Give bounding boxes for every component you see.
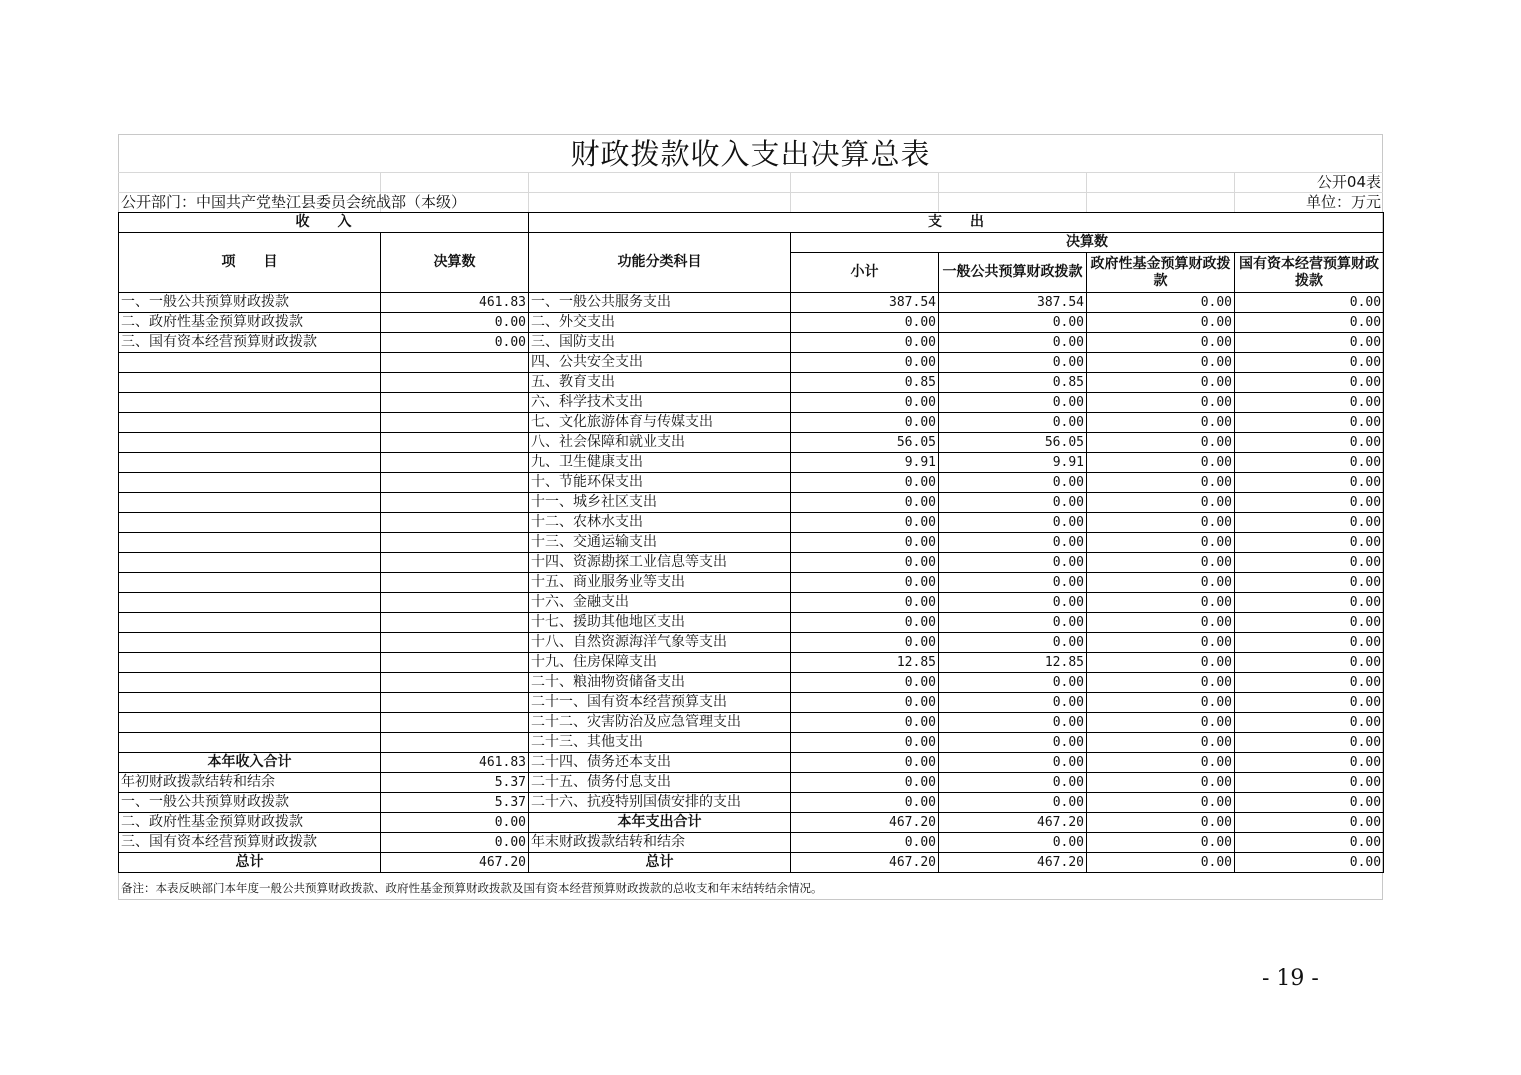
general-cell: 0.00 (939, 353, 1087, 373)
page-title: 财政拨款收入支出决算总表 (570, 137, 931, 171)
subtotal-cell: 0.00 (791, 713, 939, 733)
func-item-cell: 十八、自然资源海洋气象等支出 (529, 633, 791, 653)
state-capital-cell: 0.00 (1235, 753, 1384, 773)
final-header: 决算数 (791, 233, 1384, 253)
subtotal-cell: 387.54 (791, 293, 939, 313)
income-amount-cell: 0.00 (381, 333, 529, 353)
subtotal-cell: 0.00 (791, 833, 939, 853)
table-row (119, 713, 1384, 733)
income-item-cell (119, 533, 381, 553)
gov-fund-cell: 0.00 (1087, 293, 1235, 313)
state-capital-cell: 0.00 (1235, 733, 1384, 753)
general-cell: 0.00 (939, 413, 1087, 433)
general-cell: 0.00 (939, 773, 1087, 793)
general-cell: 0.00 (939, 573, 1087, 593)
table-row (119, 513, 1384, 533)
income-amount-cell: 461.83 (381, 753, 529, 773)
form-code: 公开04表 (1316, 173, 1381, 191)
item-header: 项 目 (119, 233, 381, 293)
amount-header: 决算数 (381, 233, 529, 293)
general-cell: 467.20 (939, 853, 1087, 873)
income-amount-cell (381, 373, 529, 393)
state-capital-cell: 0.00 (1235, 633, 1384, 653)
subtotal-cell: 0.00 (791, 793, 939, 813)
table-row (119, 833, 1384, 853)
state-capital-cell: 0.00 (1235, 533, 1384, 553)
general-cell: 0.85 (939, 373, 1087, 393)
general-cell: 0.00 (939, 313, 1087, 333)
income-item-cell: 一、一般公共预算财政拨款 (119, 793, 381, 813)
state-capital-cell: 0.00 (1235, 493, 1384, 513)
income-amount-cell (381, 533, 529, 553)
gov-fund-cell: 0.00 (1087, 773, 1235, 793)
func-item-cell: 本年支出合计 (529, 813, 791, 833)
income-item-cell: 本年收入合计 (119, 753, 381, 773)
table-row (119, 813, 1384, 833)
subtotal-cell: 0.00 (791, 413, 939, 433)
gov-fund-cell: 0.00 (1087, 393, 1235, 413)
income-amount-cell: 5.37 (381, 793, 529, 813)
subtotal-cell: 0.00 (791, 533, 939, 553)
state-capital-cell: 0.00 (1235, 433, 1384, 453)
income-item-cell (119, 373, 381, 393)
income-item-cell (119, 733, 381, 753)
table-row (119, 733, 1384, 753)
income-amount-cell (381, 493, 529, 513)
general-cell: 0.00 (939, 793, 1087, 813)
general-cell: 0.00 (939, 633, 1087, 653)
gov-fund-cell: 0.00 (1087, 573, 1235, 593)
grid-line (1086, 172, 1087, 212)
income-item-cell (119, 593, 381, 613)
func-item-cell: 一、一般公共服务支出 (529, 293, 791, 313)
state-capital-cell: 0.00 (1235, 413, 1384, 433)
subtotal-cell: 0.00 (791, 593, 939, 613)
subtotal-cell: 0.00 (791, 493, 939, 513)
table-row (119, 773, 1384, 793)
income-item-cell (119, 393, 381, 413)
state-capital-cell: 0.00 (1235, 373, 1384, 393)
subtotal-cell: 0.00 (791, 553, 939, 573)
grid-line (790, 172, 791, 212)
income-amount-cell: 0.00 (381, 833, 529, 853)
func-item-cell: 二十五、债务付息支出 (529, 773, 791, 793)
general-cell: 0.00 (939, 593, 1087, 613)
gov-fund-cell: 0.00 (1087, 553, 1235, 573)
income-header: 收 入 (119, 213, 529, 233)
general-cell: 56.05 (939, 433, 1087, 453)
gov-fund-cell: 0.00 (1087, 433, 1235, 453)
budget-table (118, 212, 1384, 873)
grid-line (1234, 172, 1235, 212)
income-item-cell: 三、国有资本经营预算财政拨款 (119, 333, 381, 353)
state-capital-cell: 0.00 (1235, 553, 1384, 573)
gov-fund-cell: 0.00 (1087, 353, 1235, 373)
state-capital-cell: 0.00 (1235, 833, 1384, 853)
state-capital-cell: 0.00 (1235, 653, 1384, 673)
state-capital-cell: 0.00 (1235, 333, 1384, 353)
income-amount-cell (381, 553, 529, 573)
gov-fund-cell: 0.00 (1087, 733, 1235, 753)
table-row (119, 353, 1384, 373)
income-item-cell: 二、政府性基金预算财政拨款 (119, 313, 381, 333)
income-amount-cell (381, 453, 529, 473)
department-label: 公开部门：中国共产党垫江县委员会统战部（本级） (121, 193, 467, 211)
gov-fund-cell: 0.00 (1087, 333, 1235, 353)
income-item-cell (119, 513, 381, 533)
state-capital-cell: 0.00 (1235, 453, 1384, 473)
func-item-cell: 三、国防支出 (529, 333, 791, 353)
gov-fund-cell: 0.00 (1087, 833, 1235, 853)
func-item-cell: 十一、城乡社区支出 (529, 493, 791, 513)
income-item-cell (119, 553, 381, 573)
note: 备注：本表反映部门本年度一般公共预算财政拨款、政府性基金预算财政拨款及国有资本经营预算财政拨款的总收支和年末结转结余情况。 (121, 881, 823, 895)
subtotal-cell: 0.00 (791, 573, 939, 593)
table-row (119, 533, 1384, 553)
func-item-cell: 二十、粮油物资储备支出 (529, 673, 791, 693)
table-row (119, 333, 1384, 353)
income-amount-cell (381, 353, 529, 373)
subtotal-cell: 0.00 (791, 333, 939, 353)
table-row (119, 593, 1384, 613)
func-item-cell: 二、外交支出 (529, 313, 791, 333)
income-item-cell (119, 353, 381, 373)
general-cell: 12.85 (939, 653, 1087, 673)
func-item-cell: 十、节能环保支出 (529, 473, 791, 493)
general-cell: 0.00 (939, 393, 1087, 413)
expense-header: 支 出 (529, 213, 1384, 233)
income-amount-cell (381, 413, 529, 433)
income-item-cell (119, 493, 381, 513)
table-row (119, 413, 1384, 433)
gov-fund-cell: 0.00 (1087, 633, 1235, 653)
state-capital-header: 国有资本经营预算财政拨款 (1235, 253, 1384, 293)
gov-fund-cell: 0.00 (1087, 853, 1235, 873)
func-item-cell: 二十四、债务还本支出 (529, 753, 791, 773)
table-row (119, 753, 1384, 773)
general-cell: 0.00 (939, 613, 1087, 633)
func-item-cell: 十九、住房保障支出 (529, 653, 791, 673)
func-header: 功能分类科目 (529, 233, 791, 293)
subtotal-cell: 0.00 (791, 773, 939, 793)
income-item-cell: 二、政府性基金预算财政拨款 (119, 813, 381, 833)
table-row (119, 393, 1384, 413)
income-item-cell (119, 473, 381, 493)
state-capital-cell: 0.00 (1235, 313, 1384, 333)
gov-fund-cell: 0.00 (1087, 793, 1235, 813)
gov-fund-cell: 0.00 (1087, 693, 1235, 713)
subtotal-cell: 56.05 (791, 433, 939, 453)
subtotal-cell: 0.00 (791, 693, 939, 713)
gov-fund-cell: 0.00 (1087, 413, 1235, 433)
general-cell: 0.00 (939, 753, 1087, 773)
state-capital-cell: 0.00 (1235, 473, 1384, 493)
table-row (119, 293, 1384, 313)
income-amount-cell (381, 673, 529, 693)
gov-fund-cell: 0.00 (1087, 593, 1235, 613)
general-cell: 0.00 (939, 733, 1087, 753)
income-amount-cell (381, 713, 529, 733)
subtotal-cell: 0.00 (791, 613, 939, 633)
func-item-cell: 十四、资源勘探工业信息等支出 (529, 553, 791, 573)
income-item-cell (119, 713, 381, 733)
income-item-cell (119, 413, 381, 433)
func-item-cell: 十二、农林水支出 (529, 513, 791, 533)
gov-fund-cell: 0.00 (1087, 493, 1235, 513)
table-row (119, 573, 1384, 593)
general-cell: 0.00 (939, 493, 1087, 513)
general-cell: 0.00 (939, 673, 1087, 693)
subtotal-cell: 467.20 (791, 853, 939, 873)
state-capital-cell: 0.00 (1235, 513, 1384, 533)
func-item-cell: 十五、商业服务业等支出 (529, 573, 791, 593)
state-capital-cell: 0.00 (1235, 573, 1384, 593)
general-header: 一般公共预算财政拨款 (939, 253, 1087, 293)
state-capital-cell: 0.00 (1235, 853, 1384, 873)
table-row (119, 553, 1384, 573)
subtotal-cell: 0.00 (791, 473, 939, 493)
func-item-cell: 二十一、国有资本经营预算支出 (529, 693, 791, 713)
table-row (119, 433, 1384, 453)
state-capital-cell: 0.00 (1235, 293, 1384, 313)
gov-fund-cell: 0.00 (1087, 453, 1235, 473)
income-amount-cell (381, 433, 529, 453)
income-item-cell: 三、国有资本经营预算财政拨款 (119, 833, 381, 853)
general-cell: 0.00 (939, 533, 1087, 553)
general-cell: 0.00 (939, 553, 1087, 573)
gov-fund-cell: 0.00 (1087, 513, 1235, 533)
income-amount-cell: 0.00 (381, 313, 529, 333)
income-item-cell (119, 673, 381, 693)
income-amount-cell (381, 393, 529, 413)
table-row (119, 453, 1384, 473)
general-cell: 0.00 (939, 713, 1087, 733)
state-capital-cell: 0.00 (1235, 713, 1384, 733)
gov-fund-cell: 0.00 (1087, 653, 1235, 673)
func-item-cell: 总计 (529, 853, 791, 873)
income-amount-cell (381, 593, 529, 613)
general-cell: 0.00 (939, 333, 1087, 353)
subtotal-cell: 0.00 (791, 353, 939, 373)
income-item-cell: 总计 (119, 853, 381, 873)
gov-fund-cell: 0.00 (1087, 473, 1235, 493)
state-capital-cell: 0.00 (1235, 793, 1384, 813)
income-item-cell (119, 633, 381, 653)
state-capital-cell: 0.00 (1235, 773, 1384, 793)
income-item-cell (119, 453, 381, 473)
func-item-cell: 四、公共安全支出 (529, 353, 791, 373)
func-item-cell: 十三、交通运输支出 (529, 533, 791, 553)
income-item-cell (119, 613, 381, 633)
table-row (119, 493, 1384, 513)
income-amount-cell (381, 633, 529, 653)
func-item-cell: 九、卫生健康支出 (529, 453, 791, 473)
subtotal-cell: 0.00 (791, 753, 939, 773)
func-item-cell: 年末财政拨款结转和结余 (529, 833, 791, 853)
state-capital-cell: 0.00 (1235, 813, 1384, 833)
gov-fund-cell: 0.00 (1087, 313, 1235, 333)
table-row (119, 653, 1384, 673)
subtotal-cell: 0.00 (791, 673, 939, 693)
table-row (119, 693, 1384, 713)
table-row (119, 373, 1384, 393)
subtotal-cell: 0.00 (791, 313, 939, 333)
func-item-cell: 十六、金融支出 (529, 593, 791, 613)
income-amount-cell: 0.00 (381, 813, 529, 833)
income-amount-cell (381, 693, 529, 713)
func-item-cell: 二十三、其他支出 (529, 733, 791, 753)
table-row (119, 853, 1384, 873)
table-row (119, 473, 1384, 493)
gov-fund-cell: 0.00 (1087, 813, 1235, 833)
general-cell: 0.00 (939, 693, 1087, 713)
state-capital-cell: 0.00 (1235, 693, 1384, 713)
income-item-cell: 一、一般公共预算财政拨款 (119, 293, 381, 313)
income-amount-cell (381, 513, 529, 533)
grid-line (938, 172, 939, 212)
state-capital-cell: 0.00 (1235, 613, 1384, 633)
subtotal-cell: 0.00 (791, 733, 939, 753)
table-row (119, 313, 1384, 333)
gov-fund-cell: 0.00 (1087, 373, 1235, 393)
income-item-cell (119, 433, 381, 453)
state-capital-cell: 0.00 (1235, 593, 1384, 613)
subtotal-cell: 0.00 (791, 513, 939, 533)
income-item-cell (119, 693, 381, 713)
state-capital-cell: 0.00 (1235, 393, 1384, 413)
state-capital-cell: 0.00 (1235, 353, 1384, 373)
income-amount-cell (381, 653, 529, 673)
table-row (119, 793, 1384, 813)
income-item-cell (119, 653, 381, 673)
income-amount-cell: 461.83 (381, 293, 529, 313)
general-cell: 0.00 (939, 513, 1087, 533)
income-amount-cell (381, 573, 529, 593)
gov-fund-header: 政府性基金预算财政拨款 (1087, 253, 1235, 293)
gov-fund-cell: 0.00 (1087, 753, 1235, 773)
table-body (119, 293, 1384, 873)
income-item-cell (119, 573, 381, 593)
general-cell: 387.54 (939, 293, 1087, 313)
income-amount-cell: 467.20 (381, 853, 529, 873)
subtotal-header: 小计 (791, 253, 939, 293)
subtotal-cell: 0.00 (791, 393, 939, 413)
general-cell: 9.91 (939, 453, 1087, 473)
page-number: - 19 - (1262, 966, 1319, 991)
general-cell: 467.20 (939, 813, 1087, 833)
income-amount-cell (381, 473, 529, 493)
unit-label: 单位：万元 (1305, 193, 1381, 211)
func-item-cell: 十七、援助其他地区支出 (529, 613, 791, 633)
income-amount-cell: 5.37 (381, 773, 529, 793)
table-row (119, 633, 1384, 653)
state-capital-cell: 0.00 (1235, 673, 1384, 693)
gov-fund-cell: 0.00 (1087, 713, 1235, 733)
func-item-cell: 六、科学技术支出 (529, 393, 791, 413)
gov-fund-cell: 0.00 (1087, 533, 1235, 553)
subtotal-cell: 467.20 (791, 813, 939, 833)
gov-fund-cell: 0.00 (1087, 673, 1235, 693)
income-amount-cell (381, 733, 529, 753)
subtotal-cell: 9.91 (791, 453, 939, 473)
income-item-cell: 年初财政拨款结转和结余 (119, 773, 381, 793)
subtotal-cell: 0.00 (791, 633, 939, 653)
general-cell: 0.00 (939, 833, 1087, 853)
gov-fund-cell: 0.00 (1087, 613, 1235, 633)
func-item-cell: 二十六、抗疫特别国债安排的支出 (529, 793, 791, 813)
subtotal-cell: 0.85 (791, 373, 939, 393)
subtotal-cell: 12.85 (791, 653, 939, 673)
func-item-cell: 八、社会保障和就业支出 (529, 433, 791, 453)
func-item-cell: 二十二、灾害防治及应急管理支出 (529, 713, 791, 733)
general-cell: 0.00 (939, 473, 1087, 493)
income-amount-cell (381, 613, 529, 633)
func-item-cell: 七、文化旅游体育与传媒支出 (529, 413, 791, 433)
table-row (119, 613, 1384, 633)
table-row (119, 673, 1384, 693)
func-item-cell: 五、教育支出 (529, 373, 791, 393)
grid-line (528, 172, 529, 212)
